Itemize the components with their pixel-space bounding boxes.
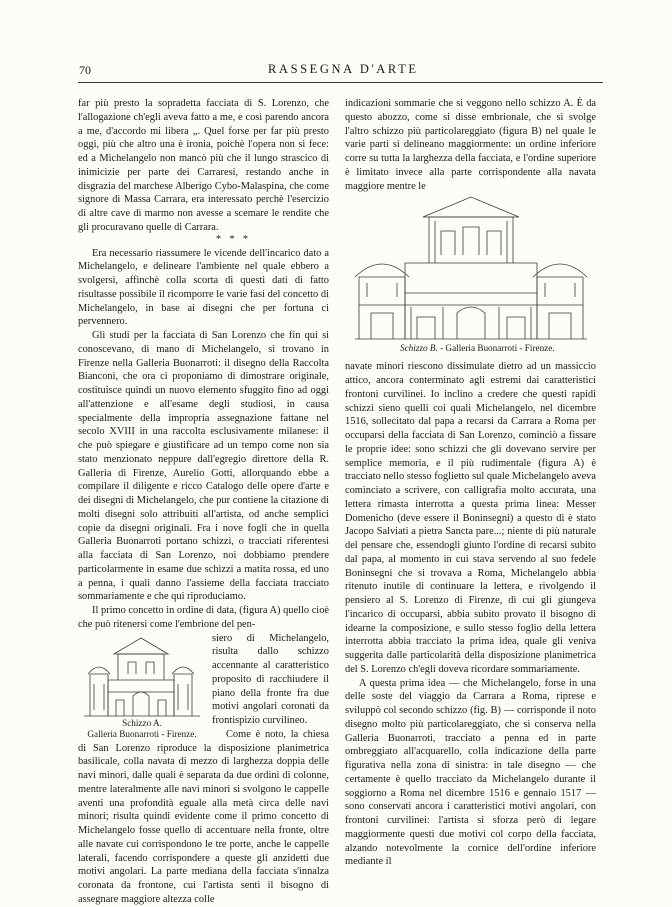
paragraph: navate minori riescono dissimulate dietro ad un massiccio attico, ancora conterminato agli estremi dai caratteristici frontoni curvilinei. Io inclino a credere che questi rapidi schizzi sieno quelli coi quali Michelangelo, nel dicembre 1516, sollecitato dal papa a recarsi da Carrara a Roma per occuparsi della facciata di San Lorenzo, cominciò a fissare le proprie idee: sono schizzi che gli dovevano servire per semplice memoria, e il più rudimentale (figura A) è tracciato nello stesso foglietto sul quale Michelangelo aveva cominciato a scrivere, con calligrafia molto accurata, una lettera rimasta interrotta a questa prima linea: Messer Domenicho (deve essere il Boninsegni) a questo di è stato Jacopo Salviati a pietra Sancta pare...; niente di più naturale del pensare che, essendogli giunto l'ordine di recarsi subito dal papa, al momento in cui stava servendo al suo fedele Boninsegni che si trovava a Roma, Michelangelo abbia ritenuto inutile di continuare la lettera, e rivolgendo il pensiero al S. Lorenzo di Firenze, di cui gli giungeva l'incarico di occuparsi, abbia subito provato il bisogno di idearne la composizione, e sullo stesso foglio della lettera interrotta abbia tracciato la prima idea, quale gli veniva suggerita dalle particolarità della disposizione planimetrica del S. Lorenzo ch'egli doveva ricordare sommariamente. xyxy=(345,361,596,675)
figure-a xyxy=(78,634,206,740)
paragraph: Il primo concetto in ordine di data, (figura A) quello cioè che può ritenersi come l'embrione del pen- xyxy=(78,605,329,630)
sketch-a-drawing xyxy=(78,634,206,718)
figure-b-label: Schizzo B. xyxy=(400,343,438,354)
paragraph: far più presto la sopradetta facciata di S. Lorenzo, che l'allogazione ch'egli aveva fatto a me, e così parendo ancora a me, d'accordo mi libera „. Quel forse per far più presto oggi, più che altro una è ironia, poichè l'opera non si fece: ed a Michelangelo non mancò più che il lungo strascico di inimicizie per parte dei Carraresi, restando anche in disgrazia del marchese Alberigo Cybo-Malaspina, che come signore di Massa Carrara, era interessato perchè l'esercizio di altre cave di marmo non avesse a scemare le rendite che gli procuravano quelle di Carrara. xyxy=(78,98,329,233)
left-column xyxy=(78,97,329,907)
journal-title: RASSEGNA D'ARTE xyxy=(268,62,419,76)
paragraph: Come è noto, la chiesa di San Lorenzo riproduce la disposizione planimetrica basilicale, colla navata di mezzo di larghezza doppia delle navi minori, dalle quali è separata da due ordini di colonne, mentre lateralmente alle navi minori si svolgono le cappelle aventi una profondità eguale alla metà circa delle navi minori; risulta quindi evidente come il primo concetto di Michelangelo fosse quello di accentuare nella fronte, oltre alle navate cui corrispondono le tre porte, anche le cappelle laterali, facendo corrispondere a queste gli anzidetti due motivi angolari. La parte mediana della facciata s'innalza coronata da frontone, cui l'artista sentì il bisogno di assegnare maggiore altezza colle xyxy=(78,728,329,905)
paragraph: A questa prima idea — che Michelangelo, forse in una delle soste del viaggio da Carrara a Roma, riprese e sviluppò col secondo schizzo (fig. B) — corrisponde il noto disegno molto più particolareggiato, che si conserva nella Galleria Buonarroti, tracciato a penna ed in parte ombreggiato all'acquarello, colla indicazione della parte figurativa nella zona di sinistra: in tale disegno — che certamente è quello tracciato da Michelangelo durante il soggiorno a Roma nel dicembre 1516 e gennaio 1517 — sono conservati ancora i caratteristici motivi angolari, con frontoni curvilinei: l'artista si sforza però di legare maggiormente questi due motivi col corpo della facciata, alzando notevolmente la cornice dell'ordine inferiore mediante il xyxy=(345,677,596,868)
figure-b-caption xyxy=(345,343,596,354)
paragraph: Era necessario riassumere le vicende dell'incarico dato a Michelangelo, e delineare l'ambiente nel quale ebbero a svolgersi, affinchè colla scorta di questi dati di fatto risultasse possibile il ricomporre le varie fasi del concetto di Michelangelo, in base ai disegni che per fortuna ci pervennero. xyxy=(78,247,329,328)
figure-b-source: - Galleria Buonarroti - Firenze. xyxy=(440,343,555,354)
page-number: 70 xyxy=(79,63,91,77)
figure-b xyxy=(345,193,596,354)
right-column xyxy=(345,97,596,869)
paragraph: siero di Michelangelo, risulta dallo schizzo accennante al caratteristico proposito di racchiudere il piano della fronte fra due motivi angolari coronati da frontispizio curvilineo. xyxy=(212,632,329,726)
paragraph: indicazioni sommarie che si veggono nello schizzo A. È da questo abozzo, come si disse embrionale, che si svolge l'altro schizzo più particolareggiato (figura B) nel quale le varie parti si delineano maggiormente: un ordine inferiore corre su tutta la larghezza della facciata, e l'ordine superiore è limitato invece alla parte corrispondente alla navata maggiore mentre le xyxy=(345,98,596,192)
paragraph: Gli studi per la facciata di San Lorenzo che fin qui si conoscevano, di mano di Michelangelo, si trovano in Firenze nella Galleria Buonarroti: il disegno della Raccolta Bianconi, che ora ci proponiamo di dimostrare originale, costituisce quindi un nuovo elemento sfuggito fino ad oggi all'attenzione e all'esame degli studiosi, in causa specialmente della impropria assegnazione fattane nel secolo XVIII in una raccolta esclusivamente milanese: il che può spiegare e giustificare ad un tempo come non sia stato menzionato neppure dall'egregio direttore della R. Galleria di Firenze, Aurelio Gotti, allorquando ebbe a compilare il diligente e ricco Catalogo delle opere d'arte e dei disegni di Michelangelo, che pur contiene la citazione di molti disegni solo attribuiti all'artista, od anche semplici copie da disegni originali. Fra i nove fogli che in quella Galleria Buonarroti portano schizzi, o tracciati riferentesi alla facciata di San Lorenzo, noi dobbiamo prendere particolarmente in esame due schizzi a matita rossa, ed uno a penna, i quali danno l'assieme della facciata tracciato sommariamente e che qui riproduciamo. xyxy=(78,330,329,603)
section-break: * * * xyxy=(216,233,251,245)
header-rule xyxy=(78,82,603,83)
sketch-b-drawing xyxy=(345,193,596,343)
running-header xyxy=(0,60,672,80)
figure-a-source: Galleria Buonarroti - Firenze. xyxy=(87,728,197,739)
figure-a-label: Schizzo A. xyxy=(122,717,162,728)
